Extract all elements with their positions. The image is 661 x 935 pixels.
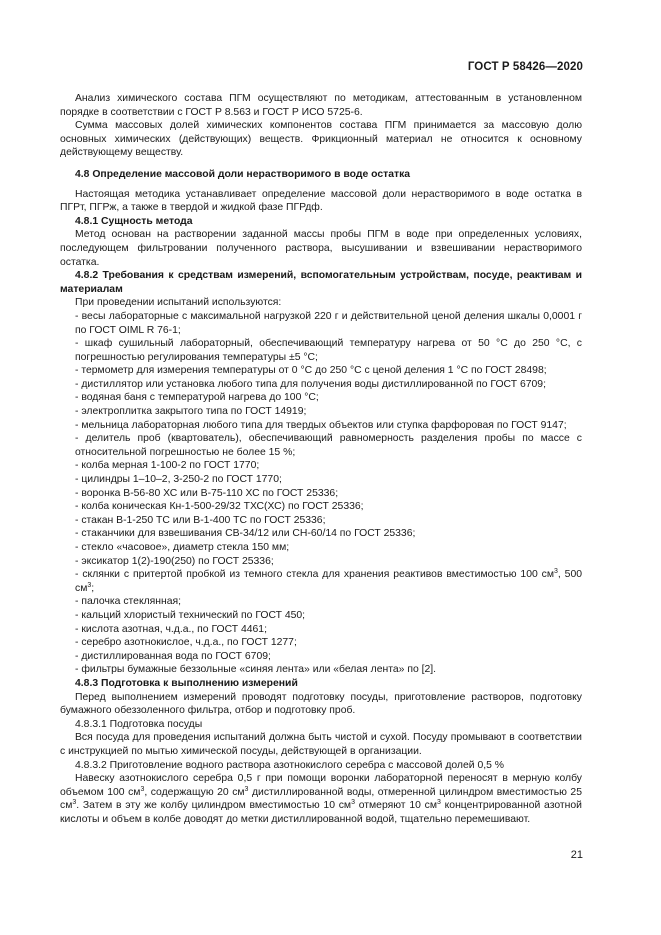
paragraph: Вся посуда для проведения испытаний должна быть чистой и сухой. Посуду промывают в соответствии с инструкцией по мытью химической посуды, действующей в организации.	[60, 732, 582, 757]
list-item: - кальций хлористый технический по ГОСТ 450;	[75, 609, 306, 621]
paragraph	[60, 772, 582, 826]
list-item: - цилиндры 1–10–2, 3-250-2 по ГОСТ 1770;	[75, 474, 282, 486]
text-run: - склянки с притертой пробкой из темного стекла для хранения реактивов вместимостью 100 см	[75, 569, 554, 581]
paragraph: Перед выполнением измерений проводят подготовку посуды, приготовление растворов, подготовку бумажного обеззоленного фильтра, отбор и подготовку проб.	[60, 691, 582, 717]
list-item: - делитель проб (квартователь), обеспечивающий равномерность разделения пробы по массе с относительной погрешностью не более 15 %;	[75, 433, 582, 458]
paragraph: Настоящая методика устанавливает определение массовой доли нерастворимого в воде остатка в ПГРт, ПГРж, а также в твердой и жидкой фазе ПГРдф.	[60, 188, 582, 214]
list-item: - стаканчики для взвешивания СВ-34/12 или СН-60/14 по ГОСТ 25336;	[75, 528, 416, 540]
list-item: - колба коническая Кн-1-500-29/32 ТХС(ХС) по ГОСТ 25336;	[75, 501, 364, 513]
paragraph: Сумма массовых долей химических компонентов состава ПГМ принимается за массовую долю основных химических (действующих) веществ. Фрикционный материал не относится к основному действующему веществу.	[60, 120, 582, 159]
paragraph: При проведении испытаний используются:	[75, 297, 282, 309]
list-item: - дистиллятор или установка любого типа для получения воды дистиллированной по ГОСТ 6709;	[75, 378, 546, 390]
text-run: , содержащую 20 см	[144, 786, 245, 798]
list-item	[60, 568, 582, 595]
list-item: - весы лабораторные с максимальной нагрузкой 220 г и действительной ценой деления шкалы 0,0001 г по ГОСТ OIML R 76-1;	[75, 310, 582, 336]
superscript: 3	[87, 581, 92, 589]
paragraph: Анализ химического состава ПГМ осуществляют по методикам, аттестованным в установленном порядке в соответствии с ГОСТ Р 8.563 и ГОСТ Р ИСО 5725-6.	[60, 93, 582, 118]
page-number: 21	[570, 849, 583, 861]
document-body	[60, 92, 582, 826]
text-run: концентрированной азотной кислоты и объем в колбе доводят до метки дистиллированной водой, тщательно перемешивают.	[60, 800, 582, 825]
text-run: . Затем в эту же колбу цилиндром вместимостью 10 см	[76, 800, 352, 812]
superscript: 3	[140, 785, 145, 793]
list-item: - палочка стеклянная;	[75, 596, 182, 608]
superscript: 3	[553, 568, 558, 576]
paragraph: 4.8.3.2 Приготовление водного раствора азотнокислого серебра с массовой долей 0,5 %	[75, 759, 505, 771]
superscript: 3	[436, 799, 441, 807]
list-item: - эксикатор 1(2)-190(250) по ГОСТ 25336;	[75, 555, 274, 567]
list-item: - кислота азотная, ч.д.а., по ГОСТ 4461;	[75, 623, 267, 635]
superscript: 3	[351, 799, 355, 807]
text-run: отмеряют 10 см	[354, 800, 437, 812]
text-run: дистиллированной воды, отмеренной цилиндром вместимостью 25 см	[60, 786, 582, 812]
document-code-header: ГОСТ Р 58426—2020	[467, 61, 583, 73]
superscript: 3	[72, 799, 77, 807]
list-item: - воронка В-56-80 ХС или В-75-110 ХС по ГОСТ 25336;	[75, 487, 339, 499]
paragraph: 4.8.3.1 Подготовка посуды	[75, 718, 203, 730]
text-run: Навеску азотнокислого серебра 0,5 г при помощи воронки лабораторной переносят в мерную колбу объемом 100 см	[60, 773, 582, 798]
list-item: - стакан В-1-250 ТС или В-1-400 ТС по ГОСТ 25336;	[75, 514, 326, 526]
text-run: ;	[91, 582, 95, 594]
list-item: - мельница лабораторная любого типа для твердых объектов или ступка фарфоровая по ГОСТ 9147;	[75, 419, 567, 431]
paragraph: Метод основан на растворении заданной массы пробы ПГМ в воде при определенных условиях, последующем фильтровании полученного раствора, высушивании и взвешивании нерастворимого остатка.	[60, 229, 582, 268]
text-run: , 500 см	[75, 569, 582, 594]
section-heading: 4.8.3 Подготовка к выполнению измерений	[75, 677, 298, 689]
list-item: - дистиллированная вода по ГОСТ 6709;	[75, 650, 271, 662]
superscript: 3	[244, 785, 249, 793]
list-item: - водяная баня с температурой нагрева до 100 °С;	[75, 392, 319, 404]
list-item: - колба мерная 1-100-2 по ГОСТ 1770;	[75, 460, 260, 472]
section-heading: 4.8 Определение массовой доли нерастворимого в воде остатка	[75, 168, 411, 180]
list-item: - термометр для измерения температуры от 0 °С до 250 °С с ценой деления 1 °С по ГОСТ 28498;	[75, 365, 547, 377]
list-item: - фильтры бумажные беззольные «синяя лента» или «белая лента» по [2].	[75, 664, 437, 676]
section-heading: 4.8.2 Требования к средствам измерений, вспомогательным устройствам, посуде, реактивам и материалам	[60, 270, 582, 295]
list-item: - электроплитка закрытого типа по ГОСТ 14919;	[75, 406, 307, 418]
section-heading: 4.8.1 Сущность метода	[75, 215, 193, 227]
list-item: - шкаф сушильный лабораторный, обеспечивающий температуру нагрева от 50 °С до 250 °С, с погрешностью регулирования температуры ±5 °С;	[75, 338, 582, 363]
list-item: - стекло «часовое», диаметр стекла 150 мм;	[75, 542, 290, 553]
list-item: - серебро азотнокислое, ч.д.а., по ГОСТ 1277;	[75, 637, 297, 649]
